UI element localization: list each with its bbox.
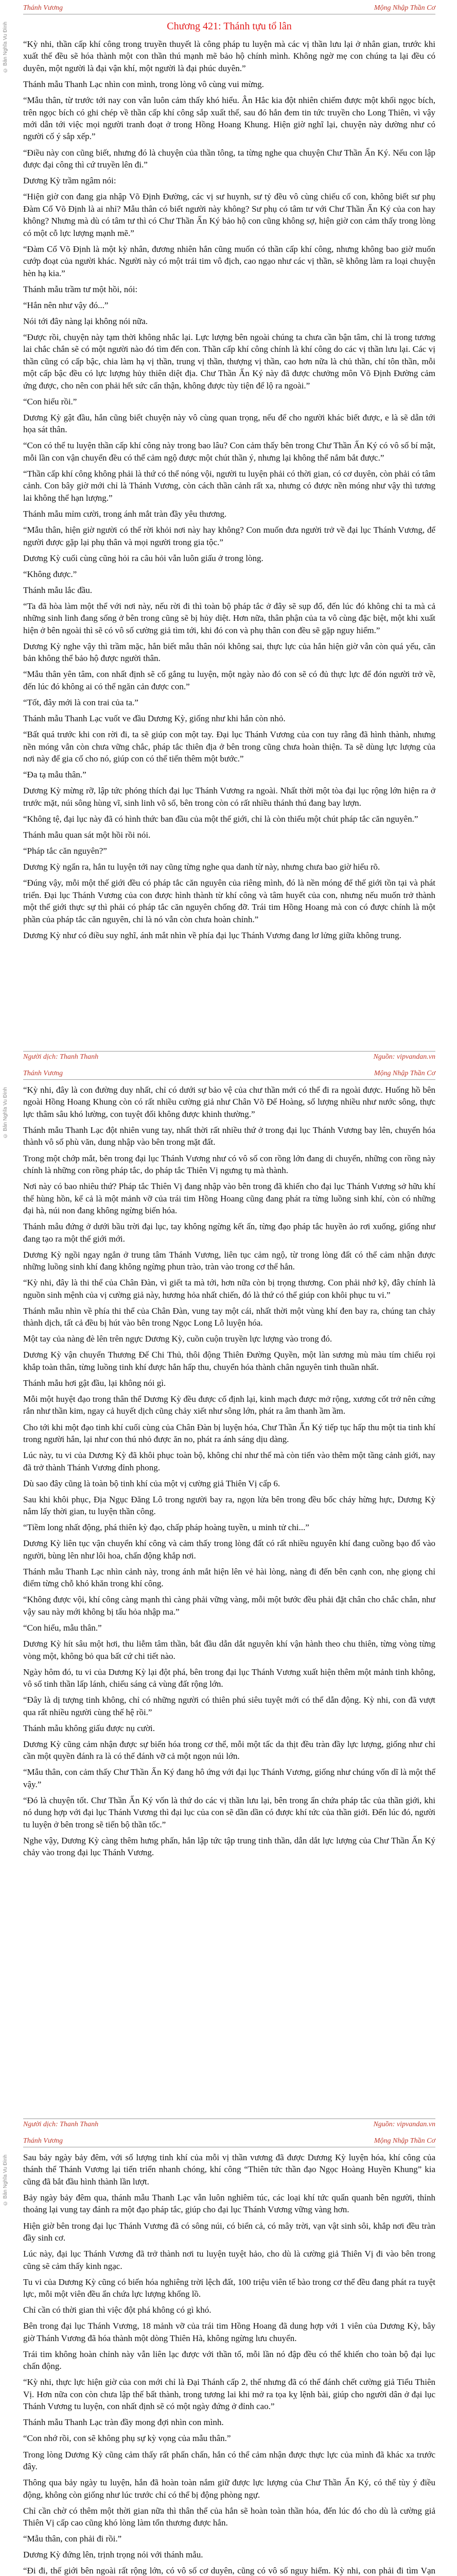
paragraph: “Không tệ, đại lục này đã có hình thức ban đầu của một thế giới, chỉ là còn thiếu một chút pháp tắc căn nguyên.”	[23, 814, 418, 824]
paragraph: Dương Kỳ cuối cùng cũng hỏi ra câu hỏi vẫn luôn giấu ở trong lòng.	[23, 553, 263, 563]
paragraph: Dương Kỳ đứng lên, trịnh trọng nói với thánh mẫu.	[23, 2550, 203, 2560]
paragraph: “Kỳ nhi, đây là con đường duy nhất, chỉ có dưới sự bảo vệ của chư thần mới có thể đi ra ngoài được. Huống hồ bên ngoài Hồng Hoang Khung còn có rất nhiều cường giả như Chân Võ Đế Hoàng, số lượng nhiều như nước sông, thực lực thâm sâu khó lường, con tuyệt đối không được khinh thường.”	[23, 1085, 435, 1119]
paragraph: Trái tim không hoàn chỉnh này vẫn liên lạc được với thần tổ, mỗi lần nó đập đều có thể khiến cho toàn bộ đại lục chấn động.	[23, 2349, 435, 2371]
paragraph: Thông qua bảy ngày tu luyện, hắn đã hoàn toàn nắm giữ được lực lượng của Chư Thần Ấn Ký, có thể tùy ý điều động, không còn giống như lúc trước chỉ có thể bị động phòng ngự.	[23, 2478, 435, 2500]
paragraph: Thánh mẫu hơi gật đầu, lại không nói gì.	[23, 1378, 166, 1388]
paragraph: Nghe vậy, Dương Kỳ càng thêm hưng phấn, hắn lập tức tập trung tinh thần, dẫn dắt lực lượng của Chư Thần Ấn Ký chảy vào trong đại lục Thánh Vương.	[23, 1835, 435, 1858]
paragraph: Dương Kỳ ngẩn ra, hắn tu luyện tới nay cũng từng nghe qua danh từ này, nhưng chưa bao giờ hiểu rõ.	[23, 862, 380, 872]
paragraph: Thánh mẫu nhìn về phía thi thể của Chân Đàn, vung tay một cái, nhất thời một vùng khí đen bay ra, chúng tan chảy thành dịch, tất cả đều bị hút vào bên trong Ngọc Long Lô luyện hóa.	[23, 1306, 435, 1328]
page-2	[0, 1065, 457, 2133]
page-footer	[23, 2119, 435, 2133]
paragraph: Dương Kỳ nghe vậy thì trầm mặc, hắn biết mẫu thân nói không sai, thực lực của hắn hiện giờ vẫn còn quá yếu, căn bản không thể bảo hộ được người thân.	[23, 641, 435, 664]
page-footer	[23, 1051, 435, 1065]
paragraph: Sau khi khôi phục, Địa Ngục Đăng Lô trong người bay ra, ngọn lửa bên trong đều bốc cháy hừng hực, Dương Kỳ nắm lấy thời gian, tu luyện thần công.	[23, 1494, 435, 1517]
paragraph: Thánh mẫu Thanh Lạc nhìn cảnh này, trong ánh mắt hiện lên vẻ hài lòng, nàng đi đến bên cạnh con, nhẹ giọng chỉ điểm từng chỗ khó khăn trong khí công.	[23, 1566, 435, 1589]
paragraph: “Tốt, đây mới là con trai của ta.”	[23, 698, 138, 708]
paragraph: “Đúng vậy, mỗi một thế giới đều có pháp tắc căn nguyên của riêng mình, đó là nền móng để thế giới tồn tại và phát triển. Đại lục Thánh Vương của con được hình thành từ khí công và tâm huyết của con, nhưng nếu muốn trở thành một thế giới thực sự thì phải có pháp tắc căn nguyên chống đỡ. Trái tim Hồng Hoang mà con có được chính là một phần của pháp tắc căn nguyên, chỉ là nó vẫn còn chưa hoàn chỉnh.”	[23, 878, 435, 924]
paragraph: Hiện giờ bên trong đại lục Thánh Vương đã có sông núi, có biển cả, có mây trời, vạn vật sinh sôi, khắp nơi đều tràn đầy sinh cơ.	[23, 2221, 435, 2243]
header-author: Mộng Nhập Thần Cơ	[374, 1070, 435, 1077]
header-author: Mộng Nhập Thần Cơ	[374, 2137, 435, 2145]
paragraph: Nơi này có bao nhiêu thứ? Pháp tắc Thiên Vị đang nhập vào bên trong đã khiến cho đại lục Thánh Vương sở hữu khí thế hùng hồn, kể cả là một mảnh vỡ của trái tim Hồng Hoang cũng đang phát ra từng luồng sinh khí, còn có những đại hà, núi non đang không ngừng biến hóa.	[23, 1181, 435, 1215]
paragraph: Dương Kỳ gật đầu, hắn cũng biết chuyện này vô cùng quan trọng, nếu để cho người khác biết được, e là sẽ dẫn tới họa sát thân.	[23, 412, 435, 435]
paragraph: Cho tới khi một đạo tinh khí cuối cùng của Chân Đàn bị luyện hóa, Chư Thần Ấn Ký tiếp tục hấp thu một tia tinh khí trong người hắn, lại như con thú nhỏ được ăn no, phát ra ánh sáng dịu dàng.	[23, 1422, 435, 1445]
footer-translator: Người dịch: Thanh Thanh	[23, 1053, 99, 1061]
paragraph: Dương Kỳ hít sâu một hơi, thu liễm tâm thần, bắt đầu dẫn dắt nguyên khí vận hành theo chu thiên, từng vòng từng vòng một, không bỏ qua bất cứ chi tiết nào.	[23, 1639, 435, 1661]
paragraph: “Mẫu thân, con phải đi rồi.”	[23, 2534, 122, 2544]
paragraph: Thánh mẫu Thanh Lạc nhìn con mình, trong lòng vô cùng vui mừng.	[23, 79, 264, 89]
page-header	[23, 2136, 435, 2147]
watermark: © Bản Nghĩa Vu Đình	[3, 1087, 8, 1139]
paragraph: Thánh mẫu không giấu được nụ cười.	[23, 1723, 155, 1733]
paragraph: Thánh mẫu quan sát một hồi rồi nói.	[23, 829, 151, 840]
watermark: © Bản Nghĩa Vu Đình	[3, 2155, 8, 2206]
page-header	[23, 1069, 435, 1080]
paragraph: Một tay của nàng đè lên trên ngực Dương Kỳ, cuồn cuộn truyền lực lượng vào trong đó.	[23, 1334, 332, 1344]
watermark: © Bản Nghĩa Vu Đình	[3, 22, 8, 73]
paragraph: “Mẫu thân, con cảm thấy Chư Thần Ấn Ký đang hô ứng với đại lục Thánh Vương, giống như chúng vốn dĩ là một thể vậy.”	[23, 1767, 435, 1789]
page-content	[23, 2147, 435, 2576]
paragraph: “Được rồi, chuyện này tạm thời không nhắc lại. Lực lượng bên ngoài chúng ta chưa cần bận tâm, chỉ là trong tương lai chắc chắn sẽ có một người nào đó tìm đến con. Thần cấp khí công chính là khí công do các vị thần lưu lại. Các vị thần cũng có cấp bậc, chia làm hạ vị thần, trung vị thần, thượng vị thần, cao hơn nữa là chủ thần, chí tôn thần, mỗi một cấp bậc đều có lực lượng hủy thiên diệt địa. Chư Thần Ấn Ký này đã được chưởng môn Võ Định Đường cảm ứng được, cho nên con phải hết sức cẩn thận, không được tùy tiện để lộ ra ngoài.”	[23, 332, 435, 391]
page-3	[0, 2133, 457, 2576]
paragraph: “Điều này con cũng biết, nhưng đó là chuyện của thần tông, ta từng nghe qua chuyện Chư Thần Ấn Ký. Nếu con lập được đại công thì cứ truyền lên đi.”	[23, 147, 435, 170]
paragraph: Thánh mẫu Thanh Lạc đột nhiên vung tay, nhất thời rất nhiều thứ ở trong đại lục Thánh Vương bay lên, chuyển hóa thành vô số phù văn, dung nhập vào bên trong mặt đất.	[23, 1125, 435, 1147]
paragraph: Nói tới đây nàng lại không nói nữa.	[23, 316, 148, 326]
paragraph: Lúc này, tu vi của Dương Kỳ đã khôi phục toàn bộ, không chỉ như thế mà còn tiến vào thêm một tầng cảnh giới, nay đã trở thành Thánh Vương đỉnh phong.	[23, 1450, 435, 1472]
paragraph: Bảy ngày bảy đêm qua, thánh mẫu Thanh Lạc vẫn luôn nghiêm túc, các loại khí tức quấn quanh bên người, thỉnh thoảng lại vung tay đánh ra một đạo pháp tắc, giúp cho đại lục Thánh Vương vững vàng hơn.	[23, 2193, 435, 2215]
paragraph: “Thần cấp khí công không phải là thứ có thể nóng vội, người tu luyện phải có thời gian, có cơ duyên, còn phải có tâm cảnh. Con bây giờ mới chỉ là Thánh Vương, còn cách thần cảnh rất xa, nhưng có được nền móng như vậy thì tương lai không thể hạn lượng.”	[23, 469, 435, 503]
paragraph: “Con có thể tu luyện thần cấp khí công này trong bao lâu? Con cảm thấy bên trong Chư Thần Ấn Ký có vô số bí mật, mỗi lần con vận chuyển đều có thể cảm ngộ được một chút thần ý, nhưng lại không thể nắm bắt được.”	[23, 440, 435, 463]
paragraph: Thánh mẫu đứng ở dưới bầu trời đại lục, tay không ngừng kết ấn, từng đạo pháp tắc huyền ảo rơi xuống, giống như đang tạo ra một thế giới mới.	[23, 1222, 435, 1244]
paragraph: “Bất quá trước khi con rời đi, ta sẽ giúp con một tay. Đại lục Thánh Vương của con tuy rằng đã hình thành, nhưng nền móng vẫn còn chưa vững chắc, pháp tắc thiên địa ở bên trong cũng chưa hoàn thiện. Ta sẽ dùng lực lượng của nơi này để gia cố cho nó, giúp con có thể tiến thêm một bước.”	[23, 730, 435, 764]
paragraph: Lúc này, đại lục Thánh Vương đã trở thành nơi tu luyện tuyệt hảo, cho dù là cường giả Thiên Vị đi vào bên trong cũng sẽ cảm thấy kinh ngạc.	[23, 2249, 435, 2271]
paragraph: “Mẫu thân yên tâm, con nhất định sẽ cố gắng tu luyện, một ngày nào đó con sẽ có đủ thực lực để đón người trở về, đến lúc đó không ai có thể ngăn cản được con.”	[23, 669, 435, 691]
paragraph: Thánh mẫu lắc đầu.	[23, 585, 93, 595]
paragraph: “Con hiểu rồi.”	[23, 396, 77, 406]
paragraph: Chỉ cần có thời gian thì việc đột phá không có gì khó.	[23, 2305, 212, 2315]
paragraph: Mỗi một huyệt đạo trong thân thể Dương Kỳ đều được cố định lại, kinh mạch được mở rộng, xương cốt trở nên cứng rắn như thần kim, ngay cả huyết dịch cũng chảy xiết như sông lớn, phát ra âm thanh ầm ầm.	[23, 1394, 435, 1416]
paragraph: “Kỳ nhi, thần cấp khí công trong truyền thuyết là công pháp tu luyện mà các vị thần lưu lại ở nhân gian, trước khi xuất thế đều sẽ hóa thành một con thần thú mạnh mẽ bảo hộ chính mình. Không ngờ mẹ con chúng ta lại đều có duyên, một người là đại vận khí, một người là đại phúc duyên.”	[23, 39, 435, 73]
paragraph: “Tiềm long nhất động, phá thiên kỳ đạo, chấp pháp hoàng tuyền, u minh tử chi...”	[23, 1522, 309, 1533]
paragraph: Thánh mẫu Thanh Lạc vuốt ve đầu Dương Kỳ, giống như khi hắn còn nhỏ.	[23, 714, 286, 724]
paragraph: “Con hiểu, mẫu thân.”	[23, 1623, 102, 1633]
paragraph: Bên trong đại lục Thánh Vương, 18 mảnh vỡ của trái tim Hồng Hoang đã dung hợp với 1 viên của Dương Kỳ, bây giờ Thánh Vương đã hóa thành một dòng Thiên Hà, không ngừng lưu chuyển.	[23, 2321, 435, 2343]
paragraph: Thánh mẫu mỉm cười, trong ánh mắt tràn đầy yêu thương.	[23, 509, 227, 519]
paragraph: “Đa tạ mẫu thân.”	[23, 770, 86, 780]
paragraph: “Hiện giờ con đang gia nhập Võ Định Đường, các vị sư huynh, sư tỷ đều vô cùng chiếu cố con, không biết sư phụ Đàm Cổ Võ Định là ai nhỉ? Mẫu thân có biết người này không? Sư phụ có tâm tư với Chư Thần Ấn Ký của con hay không? Nhưng mà dù có tâm tư thì có Chư Thần Ấn Ký bảo hộ con cũng không sợ, hiện giờ con cảm thấy trong lòng có một cỗ lực lượng mạnh mẽ.”	[23, 192, 435, 238]
page-1	[0, 0, 457, 1065]
chapter-title: Chương 421: Thánh tựu tổ lân	[167, 21, 292, 32]
page-content	[23, 1080, 435, 2119]
page-header	[23, 3, 435, 14]
paragraph: “Mẫu thân, hiện giờ người có thể rời khỏi nơi này hay không? Con muốn đưa người trở về đại lục Thánh Vương, để người được gặp lại phụ thân và mọi người trong gia tộc.”	[23, 525, 435, 547]
paragraph: Thánh mẫu trầm tư một hồi, nói:	[23, 284, 138, 294]
footer-source: Nguồn: vipvandan.vn	[373, 2121, 435, 2128]
paragraph: “Đi đi, thế giới bên ngoài rất rộng lớn, có vô số cơ duyên, cũng có vô số nguy hiểm. Kỳ nhi, con phải đi tìm Vạn	[23, 2566, 435, 2576]
paragraph: “Không được.”	[23, 569, 77, 579]
paragraph: Dương Kỳ trầm ngâm nói:	[23, 176, 116, 186]
header-author: Mộng Nhập Thần Cơ	[374, 4, 435, 12]
paragraph: Dương Kỳ ngồi ngay ngắn ở trung tâm Thánh Vương, liên tục cảm ngộ, từ trong lòng đất có thể cảm nhận được những luồng sinh khí đang không ngừng phun trào, tràn vào trong cơ thể hắn.	[23, 1249, 435, 1272]
paragraph: “Con nhớ rồi, con sẽ không phụ sự kỳ vọng của mẫu thân.”	[23, 2433, 231, 2444]
paragraph: “Đàm Cổ Võ Định là một kỳ nhân, đương nhiên hắn cũng muốn có thần cấp khí công, nhưng không bao giờ muốn cướp đoạt của người khác. Người này có một trái tim vô địch, cao ngạo như các vị thần, sẽ không làm ra loại chuyện hèn hạ kia.”	[23, 244, 435, 278]
paragraph: Thánh mẫu Thanh Lạc tràn đầy mong đợi nhìn con mình.	[23, 2417, 224, 2428]
paragraph: “Đó là chuyện tốt. Chư Thần Ấn Ký vốn là thứ do các vị thần lưu lại, bên trong ẩn chứa pháp tắc của thần giới, khi nó dung hợp với đại lục Thánh Vương thì đại lục của con sẽ dần dần có được khí tức của thần giới. Đến lúc đó, người tu luyện ở bên trong sẽ tiến bộ thần tốc.”	[23, 1795, 435, 1829]
footer-translator: Người dịch: Thanh Thanh	[23, 2121, 99, 2128]
paragraph: “Kỳ nhi, đây là thi thể của Chân Đàn, vì giết ta mà tới, hơn nữa còn bị trọng thương. Con phải nhớ kỹ, đây chính là nguồn sinh mệnh của vị cường giả này, hương hỏa nhất chiến, đó là thứ có thể giúp con khôi phục tu vi.”	[23, 1278, 435, 1300]
paragraph: Dương Kỳ vận chuyển Thương Đế Chi Thủ, thôi động Thiên Đường Quyền, một làn sương mù màu tím chiếu rọi khắp toàn thân, từng luồng tinh khí được hắn hấp thu, chuyển hóa thành chân nguyên tinh thuần nhất.	[23, 1350, 435, 1372]
paragraph: Dương Kỳ cũng cảm nhận được sự biến hóa trong cơ thể, mỗi một tấc da thịt đều tràn đầy lực lượng, giống như chỉ cần một quyền đánh ra là có thể đánh vỡ cả một ngọn núi lớn.	[23, 1739, 435, 1761]
paragraph: Chỉ cần chờ có thêm một thời gian nữa thì thân thể của hắn sẽ hoàn toàn thần hóa, đến lúc đó cho dù là cường giả Thiên Vị cấp cao cũng khó lòng làm tổn thương được hắn.	[23, 2505, 435, 2528]
paragraph: Trong một chớp mắt, bên trong đại lục Thánh Vương như có vô số con rồng lớn đang di chuyển, những con rồng này chính là những con rồng pháp tắc, do pháp tắc Thiên Vị ngưng tụ mà thành.	[23, 1153, 435, 1175]
paragraph: “Ta đã hòa làm một thể với nơi này, nếu rời đi thì toàn bộ pháp tắc ở đây sẽ sụp đổ, đến lúc đó không chỉ ta mà cả những sinh linh đang sống ở bên trong cũng sẽ bị hủy diệt. Hơn nữa, thân phận của ta vô cùng đặc biệt, một khi xuất hiện ở bên ngoài thì sẽ có vô số cường giả tìm tới, khi đó con và phụ thân con đều sẽ gặp nguy hiểm.”	[23, 601, 435, 635]
paragraph: Ngày hôm đó, tu vi của Dương Kỳ lại đột phá, bên trong đại lục Thánh Vương xuất hiện thêm một mảnh tinh không, vô số tinh thần lấp lánh, chiếu sáng cả vùng đất rộng lớn.	[23, 1667, 435, 1689]
paragraph: Dương Kỳ như có điều suy nghĩ, ánh mắt nhìn về phía đại lục Thánh Vương đang lơ lửng giữa không trung.	[23, 930, 401, 940]
paragraph: Trong lòng Dương Kỳ cũng cảm thấy rất phấn chấn, hắn có thể cảm nhận được thực lực của mình đã khác xa trước đây.	[23, 2449, 435, 2472]
paragraph: Dù sao đây cũng là toàn bộ tinh khí của một vị cường giả Thiên Vị cấp 6.	[23, 1478, 280, 1488]
paragraph: “Mẫu thân, từ trước tới nay con vẫn luôn cảm thấy khó hiểu. Ân Hắc kia đột nhiên chiếm được một khối ngọc bích, trên ngọc bích có ghi chép về thần cấp khí công sắp xuất thế, sau đó hắn đem tin tức truyền cho Long Thiên, vì vậy mới dẫn tới việc mọi người tranh đoạt ở trong Hồng Hoang Khung. Hiện giờ nghĩ lại, chuyện này dường như có người cố ý sắp xếp.”	[23, 95, 435, 142]
header-book-title: Thánh Vương	[23, 2137, 63, 2145]
footer-source: Nguồn: vipvandan.vn	[373, 1053, 435, 1061]
paragraph: “Đây là dị tượng tinh không, chỉ có những người có thiên phú siêu tuyệt mới có thể dẫn động. Kỳ nhi, con đã vượt qua rất nhiều người cùng thế hệ rồi.”	[23, 1695, 435, 1717]
paragraph: “Pháp tắc căn nguyên?”	[23, 846, 107, 856]
paragraph: Tu vi của Dương Kỳ cũng có biến hóa nghiêng trời lệch đất, 100 triệu viên tế bào trong cơ thể đều đang phát ra tuyệt lực, mỗi một viên đều ẩn chứa lực lượng khổng lồ.	[23, 2277, 435, 2299]
paragraph: Dương Kỳ liên tục vận chuyển khí công và cảm thấy trong lòng đất có rất nhiều nguyên khí đang cuồng bạo đổ vào người, bùng lên như lôi hoa, chấn động khắp nơi.	[23, 1538, 435, 1561]
paragraph: “Hắn nên như vậy đó...”	[23, 300, 109, 310]
header-book-title: Thánh Vương	[23, 4, 63, 12]
page-content	[23, 14, 435, 1051]
paragraph: “Không được vội, khí công càng mạnh thì càng phải vững vàng, mỗi một bước đều phải đặt chân cho chắc chắn, như vậy sau này mới không bị tẩu hỏa nhập ma.”	[23, 1595, 435, 1617]
paragraph: Sau bảy ngày bảy đêm, với số lượng tinh khí của mỗi vị thần vương đã được Dương Kỳ luyện hóa, khí công của thánh thể Thánh Vương lại tiến triển nhanh chóng, khí công “Thiên tức thần đạo Ngọc Hoàng Huyền Khung” kia cũng đã bắt đầu hình thành lần lượt.	[23, 2153, 435, 2187]
header-book-title: Thánh Vương	[23, 1070, 63, 1077]
paragraph: “Kỳ nhi, thực lực hiện giờ của con mới chỉ là Đại Thánh cấp 2, thế nhưng đã có thể đánh chết cường giả Tiểu Thiên Vị. Hơn nữa con còn chưa lập thế bất thành, trong tương lai khi mở ra tọa kỵ lệnh bài, giúp cho người dân ở đại lục Thánh Vương tu luyện, con nhất định sẽ có một ngày đứng ở đỉnh cao.”	[23, 2377, 435, 2412]
paragraph: Dương Kỳ mừng rỡ, lập tức phóng thích đại lục Thánh Vương ra ngoài. Nhất thời một tòa đại lục rộng lớn hiện ra ở trước mặt, núi sông hùng vĩ, sinh linh vô số, bên trong còn có rất nhiều thánh thú đang bay lượn.	[23, 786, 435, 808]
